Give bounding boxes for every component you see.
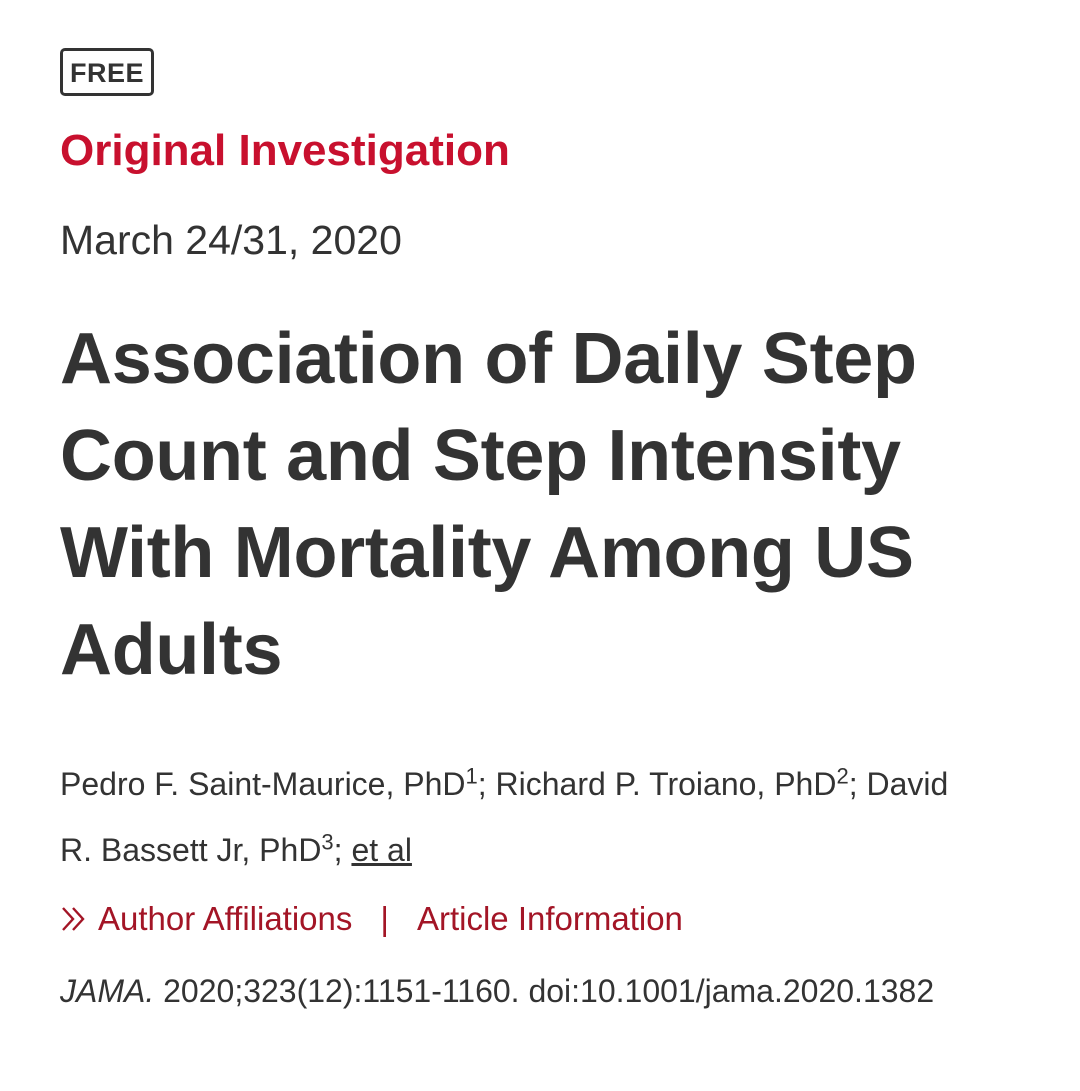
article-title-line: With Mortality Among US bbox=[60, 513, 914, 593]
author-affiliation-number: 1 bbox=[465, 763, 478, 789]
article-title-line: Association of Daily Step bbox=[60, 319, 917, 399]
author-affiliation-number: 2 bbox=[836, 763, 849, 789]
article-type-label: Original Investigation bbox=[60, 126, 510, 175]
author-affiliations-link[interactable]: Author Affiliations bbox=[98, 900, 353, 937]
article-title-line: Count and Step Intensity bbox=[60, 416, 901, 496]
free-badge: FREE bbox=[60, 48, 154, 96]
author-name: Richard P. Troiano, PhD bbox=[495, 766, 837, 802]
citation-journal: JAMA. bbox=[60, 973, 155, 1009]
author-affiliation-number: 3 bbox=[321, 829, 334, 855]
article-title bbox=[60, 311, 1020, 699]
citation bbox=[60, 971, 1020, 1011]
author-name-part: David bbox=[866, 766, 949, 802]
et-al-link[interactable]: et al bbox=[351, 832, 412, 868]
author-list: Pedro F. Saint-Maurice, PhD$^1$; Richard P. Troiano, PhD$^2$; David R. Bassett Jr, PhD$^3$; et al bbox=[60, 763, 949, 868]
article-info-links bbox=[60, 899, 1020, 939]
issue-date: March 24/31, 2020 bbox=[60, 217, 402, 263]
author-name: Pedro F. Saint-Maurice, PhD bbox=[60, 766, 466, 802]
double-chevron-right-icon bbox=[60, 906, 90, 932]
link-separator: | bbox=[380, 900, 389, 937]
article-information-link[interactable]: Article Information bbox=[416, 900, 683, 937]
article-header bbox=[60, 48, 1020, 1011]
article-title-line: Adults bbox=[60, 610, 283, 690]
author-name-part: R. Bassett Jr, PhD bbox=[60, 832, 322, 868]
citation-details: 2020;323(12):1151-1160. doi:10.1001/jama.2020.1382 bbox=[163, 973, 935, 1009]
